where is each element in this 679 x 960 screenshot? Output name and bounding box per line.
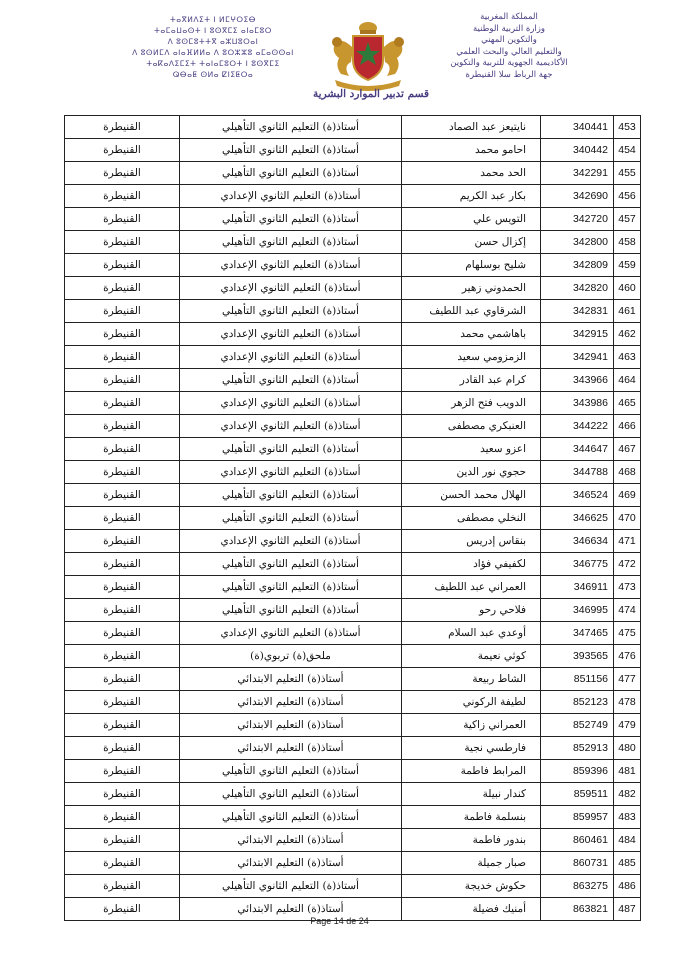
header-left-line: ⴷ ⵓⵙⵎⵓⵜⵜⴳ ⴰⵣⵡⵓⵔⴰⵏ	[167, 37, 259, 46]
grade-cell: أستاذ(ة) التعليم الابتدائي	[180, 737, 402, 760]
city-cell: القنيطرة	[65, 484, 180, 507]
header-right-line: جهة الرباط سلا القنيطرة	[465, 69, 553, 80]
grade-cell: أستاذ(ة) التعليم الثانوي التأهيلي	[180, 300, 402, 323]
row-number-cell: 475	[614, 622, 641, 645]
city-cell: القنيطرة	[65, 461, 180, 484]
row-number-cell: 481	[614, 760, 641, 783]
grade-cell: أستاذ(ة) التعليم الثانوي التأهيلي	[180, 507, 402, 530]
name-cell: الشرقاوي عبد اللطيف	[402, 300, 541, 323]
employee-id-cell: 346995	[541, 599, 614, 622]
employee-id-cell: 344647	[541, 438, 614, 461]
employee-id-cell: 342291	[541, 162, 614, 185]
grade-cell: أستاذ(ة) التعليم الثانوي التأهيلي	[180, 553, 402, 576]
employee-id-cell: 342941	[541, 346, 614, 369]
name-cell: المرابط فاطمة	[402, 760, 541, 783]
table-row	[65, 806, 641, 829]
coat-of-arms-emblem	[313, 18, 423, 96]
header-left-line: ⵜⴰⴽⴰⴷⵉⵎⵉⵜ ⵜⴰⵏⴰⵎⵓⵔⵜ ⵏ ⵓⵙⴳⵎⵉ	[146, 59, 280, 68]
table-row	[65, 300, 641, 323]
city-cell: القنيطرة	[65, 530, 180, 553]
table-row	[65, 829, 641, 852]
grade-cell: أستاذ(ة) التعليم الابتدائي	[180, 852, 402, 875]
grade-cell: ملحق(ة) تربوي(ة)	[180, 645, 402, 668]
employee-id-cell: 859957	[541, 806, 614, 829]
city-cell: القنيطرة	[65, 369, 180, 392]
grade-cell: أستاذ(ة) التعليم الثانوي الإعدادي	[180, 346, 402, 369]
row-number-cell: 474	[614, 599, 641, 622]
row-number-cell: 478	[614, 691, 641, 714]
employee-id-cell: 863275	[541, 875, 614, 898]
city-cell: القنيطرة	[65, 806, 180, 829]
table-row	[65, 139, 641, 162]
employee-id-cell: 343986	[541, 392, 614, 415]
row-number-cell: 467	[614, 438, 641, 461]
name-cell: شليح بوسلهام	[402, 254, 541, 277]
row-number-cell: 455	[614, 162, 641, 185]
row-number-cell: 484	[614, 829, 641, 852]
row-number-cell: 472	[614, 553, 641, 576]
name-cell: الزمزومي سعيد	[402, 346, 541, 369]
row-number-cell: 460	[614, 277, 641, 300]
name-cell: بنسلمة فاطمة	[402, 806, 541, 829]
row-number-cell: 473	[614, 576, 641, 599]
name-cell: اعزو سعيد	[402, 438, 541, 461]
city-cell: القنيطرة	[65, 346, 180, 369]
employee-id-cell: 346911	[541, 576, 614, 599]
table-row	[65, 461, 641, 484]
table-row	[65, 737, 641, 760]
table-row	[65, 208, 641, 231]
row-number-cell: 482	[614, 783, 641, 806]
table-row	[65, 392, 641, 415]
row-number-cell: 468	[614, 461, 641, 484]
employee-id-cell: 346775	[541, 553, 614, 576]
table-row	[65, 116, 641, 139]
name-cell: الشاط ربيعة	[402, 668, 541, 691]
grade-cell: أستاذ(ة) التعليم الابتدائي	[180, 668, 402, 691]
ministry-name-tifinagh	[108, 14, 318, 80]
grade-cell: أستاذ(ة) التعليم الثانوي التأهيلي	[180, 208, 402, 231]
table-row	[65, 645, 641, 668]
table-row	[65, 668, 641, 691]
employee-id-cell: 346634	[541, 530, 614, 553]
employee-id-cell: 342800	[541, 231, 614, 254]
row-number-cell: 458	[614, 231, 641, 254]
grade-cell: أستاذ(ة) التعليم الثانوي التأهيلي	[180, 484, 402, 507]
name-cell: لطيفة الركوني	[402, 691, 541, 714]
city-cell: القنيطرة	[65, 829, 180, 852]
name-cell: بنقاس إدريس	[402, 530, 541, 553]
name-cell: صبار جميلة	[402, 852, 541, 875]
city-cell: القنيطرة	[65, 783, 180, 806]
grade-cell: أستاذ(ة) التعليم الثانوي الإعدادي	[180, 530, 402, 553]
grade-cell: أستاذ(ة) التعليم الثانوي التأهيلي	[180, 783, 402, 806]
name-cell: احامو محمد	[402, 139, 541, 162]
table-row	[65, 622, 641, 645]
city-cell: القنيطرة	[65, 415, 180, 438]
employee-id-cell: 347465	[541, 622, 614, 645]
table-row	[65, 530, 641, 553]
employee-id-cell: 342720	[541, 208, 614, 231]
city-cell: القنيطرة	[65, 323, 180, 346]
name-cell: بكار عبد الكريم	[402, 185, 541, 208]
employee-id-cell: 859396	[541, 760, 614, 783]
table-row	[65, 277, 641, 300]
city-cell: القنيطرة	[65, 208, 180, 231]
grade-cell: أستاذ(ة) التعليم الثانوي الإعدادي	[180, 277, 402, 300]
city-cell: القنيطرة	[65, 691, 180, 714]
table-row	[65, 254, 641, 277]
employee-id-cell: 346524	[541, 484, 614, 507]
name-cell: الدويب فتح الزهر	[402, 392, 541, 415]
row-number-cell: 471	[614, 530, 641, 553]
header-left-line: ⴷ ⵓⵙⵍⵎⴷ ⴰⵏⴰⴼⵍⵍⴰ ⴷ ⵓⵔⵣⵣⵓ ⴰⵎⴰⵙⵙⴰⵏ	[132, 48, 294, 57]
row-number-cell: 461	[614, 300, 641, 323]
city-cell: القنيطرة	[65, 254, 180, 277]
employee-id-cell: 859511	[541, 783, 614, 806]
name-cell: الهلال محمد الحسن	[402, 484, 541, 507]
employee-id-cell: 863821	[541, 898, 614, 921]
page-number: Page 14 de 24	[310, 916, 369, 926]
table-row	[65, 369, 641, 392]
table-row	[65, 553, 641, 576]
department-title: قسم تدبير الموارد البشرية	[313, 88, 429, 100]
name-cell: بندور فاطمة	[402, 829, 541, 852]
ministry-name-arabic	[409, 12, 609, 81]
employee-id-cell: 393565	[541, 645, 614, 668]
city-cell: القنيطرة	[65, 507, 180, 530]
header-right-line: وزارة التربية الوطنية	[472, 23, 546, 34]
grade-cell: أستاذ(ة) التعليم الابتدائي	[180, 714, 402, 737]
employee-id-cell: 342690	[541, 185, 614, 208]
table-row	[65, 162, 641, 185]
row-number-cell: 486	[614, 875, 641, 898]
city-cell: القنيطرة	[65, 576, 180, 599]
city-cell: القنيطرة	[65, 852, 180, 875]
name-cell: أمنيك فضيلة	[402, 898, 541, 921]
grade-cell: أستاذ(ة) التعليم الثانوي التأهيلي	[180, 139, 402, 162]
city-cell: القنيطرة	[65, 162, 180, 185]
row-number-cell: 459	[614, 254, 641, 277]
city-cell: القنيطرة	[65, 553, 180, 576]
grade-cell: أستاذ(ة) التعليم الثانوي التأهيلي	[180, 116, 402, 139]
city-cell: القنيطرة	[65, 438, 180, 461]
grade-cell: أستاذ(ة) التعليم الابتدائي	[180, 691, 402, 714]
row-number-cell: 470	[614, 507, 641, 530]
employee-id-cell: 860461	[541, 829, 614, 852]
employee-id-cell: 340442	[541, 139, 614, 162]
employee-id-cell: 342820	[541, 277, 614, 300]
row-number-cell: 462	[614, 323, 641, 346]
city-cell: القنيطرة	[65, 277, 180, 300]
row-number-cell: 485	[614, 852, 641, 875]
city-cell: القنيطرة	[65, 668, 180, 691]
grade-cell: أستاذ(ة) التعليم الثانوي التأهيلي	[180, 806, 402, 829]
staff-table	[64, 115, 641, 921]
name-cell: الحمدوني زهير	[402, 277, 541, 300]
row-number-cell: 483	[614, 806, 641, 829]
row-number-cell: 464	[614, 369, 641, 392]
employee-id-cell: 852913	[541, 737, 614, 760]
city-cell: القنيطرة	[65, 231, 180, 254]
table-row	[65, 231, 641, 254]
grade-cell: أستاذ(ة) التعليم الثانوي التأهيلي	[180, 162, 402, 185]
table-row	[65, 507, 641, 530]
grade-cell: أستاذ(ة) التعليم الثانوي التأهيلي	[180, 369, 402, 392]
row-number-cell: 476	[614, 645, 641, 668]
table-row	[65, 714, 641, 737]
header-right-line: والتكوين المهني	[481, 35, 537, 45]
city-cell: القنيطرة	[65, 875, 180, 898]
header-right-line: والتعليم العالي والبحث العلمي	[456, 46, 562, 57]
grade-cell: أستاذ(ة) التعليم الثانوي التأهيلي	[180, 760, 402, 783]
table-row	[65, 760, 641, 783]
grade-cell: أستاذ(ة) التعليم الثانوي التأهيلي	[180, 576, 402, 599]
header-right-line: الأكاديمية الجهوية للتربية والتكوين	[450, 58, 568, 68]
name-cell: التويس علي	[402, 208, 541, 231]
name-cell: العمراني زاكية	[402, 714, 541, 737]
name-cell: نايتيعز عبد الصماد	[402, 116, 541, 139]
row-number-cell: 463	[614, 346, 641, 369]
city-cell: القنيطرة	[65, 714, 180, 737]
name-cell: حجوي نور الدين	[402, 461, 541, 484]
city-cell: القنيطرة	[65, 392, 180, 415]
name-cell: العنبكري مصطفى	[402, 415, 541, 438]
name-cell: العمراني عبد اللطيف	[402, 576, 541, 599]
grade-cell: أستاذ(ة) التعليم الثانوي التأهيلي	[180, 438, 402, 461]
header-right-line: المملكة المغربية	[480, 12, 538, 22]
name-cell: كرام عبد القادر	[402, 369, 541, 392]
employee-id-cell: 342915	[541, 323, 614, 346]
employee-id-cell: 852749	[541, 714, 614, 737]
row-number-cell: 453	[614, 116, 641, 139]
employee-id-cell: 342809	[541, 254, 614, 277]
document-header	[0, 0, 679, 112]
name-cell: فلاحي رحو	[402, 599, 541, 622]
city-cell: القنيطرة	[65, 737, 180, 760]
name-cell: حكوش خديجة	[402, 875, 541, 898]
table-row	[65, 484, 641, 507]
city-cell: القنيطرة	[65, 622, 180, 645]
grade-cell: أستاذ(ة) التعليم الثانوي الإعدادي	[180, 392, 402, 415]
row-number-cell: 479	[614, 714, 641, 737]
table-row	[65, 875, 641, 898]
employee-id-cell: 344222	[541, 415, 614, 438]
table-row	[65, 438, 641, 461]
name-cell: كوثي نعيمة	[402, 645, 541, 668]
grade-cell: أستاذ(ة) التعليم الثانوي التأهيلي	[180, 599, 402, 622]
grade-cell: أستاذ(ة) التعليم الثانوي التأهيلي	[180, 231, 402, 254]
employee-id-cell: 343966	[541, 369, 614, 392]
city-cell: القنيطرة	[65, 645, 180, 668]
table-row	[65, 576, 641, 599]
name-cell: إكزال حسن	[402, 231, 541, 254]
grade-cell: أستاذ(ة) التعليم الثانوي الإعدادي	[180, 254, 402, 277]
city-cell: القنيطرة	[65, 760, 180, 783]
row-number-cell: 487	[614, 898, 641, 921]
name-cell: لكفيفي فؤاد	[402, 553, 541, 576]
table-row	[65, 346, 641, 369]
employee-id-cell: 342831	[541, 300, 614, 323]
row-number-cell: 465	[614, 392, 641, 415]
header-left-line: ⵜⴰⴳⵍⴷⵉⵜ ⵏ ⵍⵎⵖⵔⵉⴱ	[170, 15, 256, 24]
city-cell: القنيطرة	[65, 898, 180, 921]
grade-cell: أستاذ(ة) التعليم الابتدائي	[180, 829, 402, 852]
grade-cell: أستاذ(ة) التعليم الثانوي الإعدادي	[180, 622, 402, 645]
name-cell: كندار نبيلة	[402, 783, 541, 806]
row-number-cell: 480	[614, 737, 641, 760]
employee-id-cell: 860731	[541, 852, 614, 875]
name-cell: باهاشمي محمد	[402, 323, 541, 346]
city-cell: القنيطرة	[65, 185, 180, 208]
table-row	[65, 599, 641, 622]
city-cell: القنيطرة	[65, 139, 180, 162]
row-number-cell: 469	[614, 484, 641, 507]
grade-cell: أستاذ(ة) التعليم الثانوي التأهيلي	[180, 875, 402, 898]
grade-cell: أستاذ(ة) التعليم الثانوي الإعدادي	[180, 323, 402, 346]
grade-cell: أستاذ(ة) التعليم الثانوي الإعدادي	[180, 415, 402, 438]
staff-table-body	[65, 116, 641, 921]
row-number-cell: 457	[614, 208, 641, 231]
grade-cell: أستاذ(ة) التعليم الثانوي الإعدادي	[180, 185, 402, 208]
name-cell: الحد محمد	[402, 162, 541, 185]
employee-id-cell: 346625	[541, 507, 614, 530]
table-row	[65, 852, 641, 875]
grade-cell: أستاذ(ة) التعليم الابتدائي	[180, 898, 402, 921]
header-left-line: ⵜⴰⵎⴰⵡⴰⵙⵜ ⵏ ⵓⵙⴳⵎⵉ ⴰⵏⴰⵎⵓⵔ	[154, 26, 272, 35]
row-number-cell: 454	[614, 139, 641, 162]
table-row	[65, 415, 641, 438]
name-cell: أوعدي عبد السلام	[402, 622, 541, 645]
city-cell: القنيطرة	[65, 116, 180, 139]
header-left-line: ⵕⴱⴰⵟ ⵙⵍⴰ ⵇⵏⵉⵟⵔⴰ	[172, 70, 254, 79]
city-cell: القنيطرة	[65, 599, 180, 622]
table-row	[65, 691, 641, 714]
employee-id-cell: 344788	[541, 461, 614, 484]
table-row	[65, 185, 641, 208]
employee-id-cell: 851156	[541, 668, 614, 691]
employee-id-cell: 852123	[541, 691, 614, 714]
row-number-cell: 466	[614, 415, 641, 438]
table-row	[65, 323, 641, 346]
employee-id-cell: 340441	[541, 116, 614, 139]
city-cell: القنيطرة	[65, 300, 180, 323]
table-row	[65, 783, 641, 806]
name-cell: فارطسي نجية	[402, 737, 541, 760]
grade-cell: أستاذ(ة) التعليم الثانوي الإعدادي	[180, 461, 402, 484]
name-cell: النخلي مصطفى	[402, 507, 541, 530]
row-number-cell: 456	[614, 185, 641, 208]
row-number-cell: 477	[614, 668, 641, 691]
